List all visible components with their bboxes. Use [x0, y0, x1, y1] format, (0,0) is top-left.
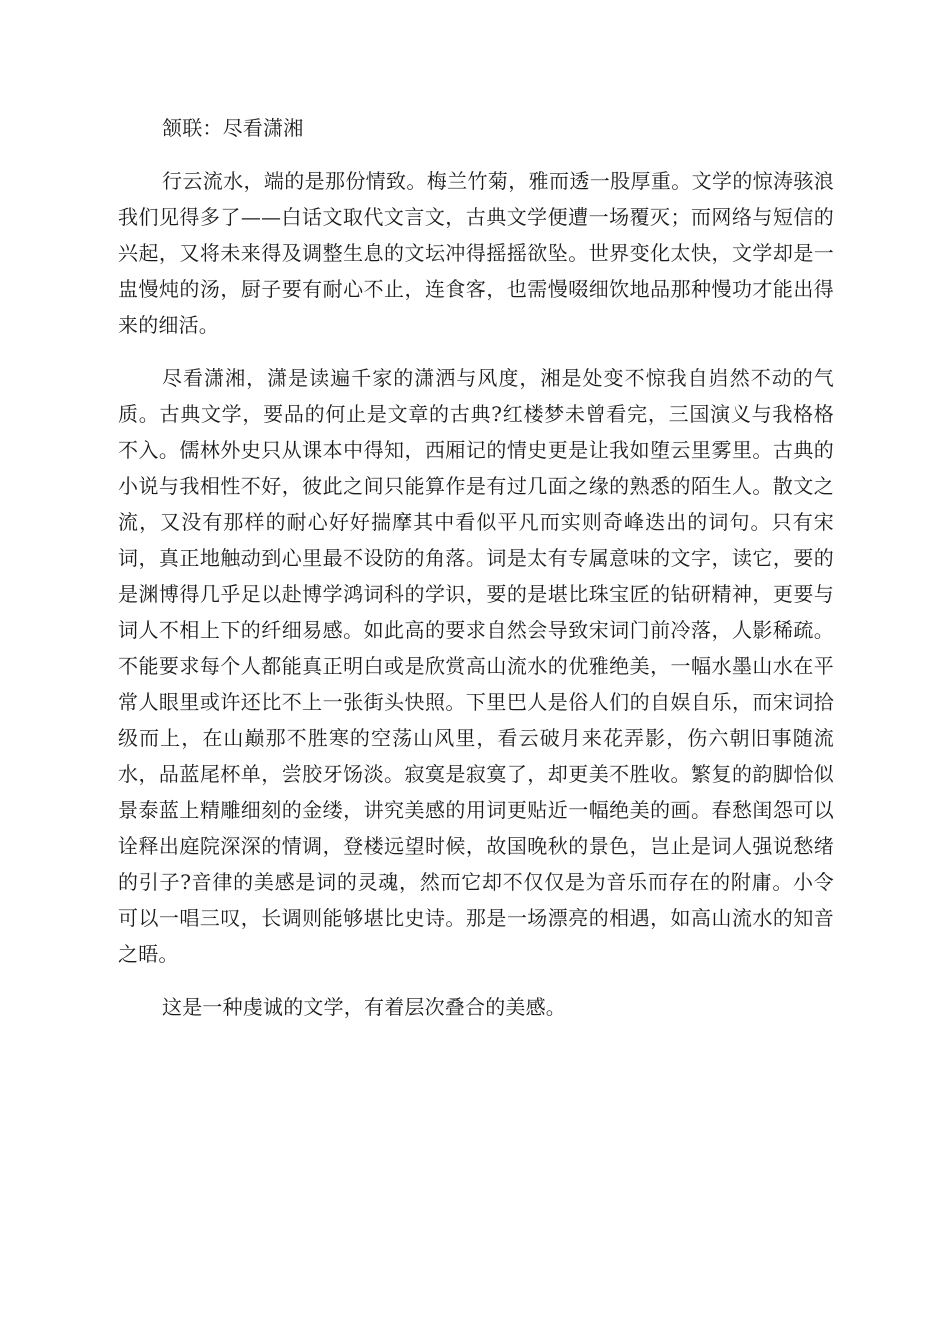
paragraph-3: 这是一种虔诚的文学，有着层次叠合的美感。 — [162, 995, 566, 1019]
section-heading: 颔联：尽看潇湘 — [162, 116, 304, 140]
paragraph-1: 行云流水，端的是那份情致。梅兰竹菊，雅而透一股厚重。文学的惊涛骇浪我们见得多了——白话文取代文言文，古典文学便遭一场覆灭；而网络与短信的兴起，又将未来得及调整生息的文坛冲得摇摇欲坠。世界变化太快，文学却是一盅慢炖的汤，厨子要有耐心不止，连食客，也需慢啜细饮地品那种慢功才能出得来的细活。 — [118, 169, 834, 337]
document-body — [118, 110, 834, 1042]
paragraph-2: 尽看潇湘，潇是读遍千家的潇洒与风度，湘是处变不惊我自岿然不动的气质。古典文学，要品的何止是文章的古典?红楼梦未曾看完，三国演义与我格格不入。儒林外史只从课本中得知，西厢记的情史更是让我如堕云里雾里。古典的小说与我相性不好，彼此之间只能算作是有过几面之缘的熟悉的陌生人。散文之流，又没有那样的耐心好好揣摩其中看似平凡而实则奇峰迭出的词句。只有宋词，真正地触动到心里最不设防的角落。词是太有专属意味的文字，读它，要的是渊博得几乎足以赴博学鸿词科的学识，要的是堪比珠宝匠的钻研精神，更要与词人不相上下的纤细易感。如此高的要求自然会导致宋词门前冷落，人影稀疏。不能要求每个人都能真正明白或是欣赏高山流水的优雅绝美，一幅水墨山水在平常人眼里或许还比不上一张街头快照。下里巴人是俗人们的自娱自乐，而宋词拾级而上，在山巅那不胜寒的空荡山风里，看云破月来花弄影，伤六朝旧事随流水，品蓝尾杯单，尝胶牙饧淡。寂寞是寂寞了，却更美不胜收。繁复的韵脚恰似景泰蓝上精雕细刻的金缕，讲究美感的用词更贴近一幅绝美的画。春愁闺怨可以诠释出庭院深深的情调，登楼远望时候，故国晚秋的景色，岂止是词人强说愁绪的引子?音律的美感是词的灵魂，然而它却不仅仅是为音乐而存在的附庸。小令可以一唱三叹，长调则能够堪比史诗。那是一场漂亮的相遇，如高山流水的知音之晤。 — [118, 366, 834, 966]
